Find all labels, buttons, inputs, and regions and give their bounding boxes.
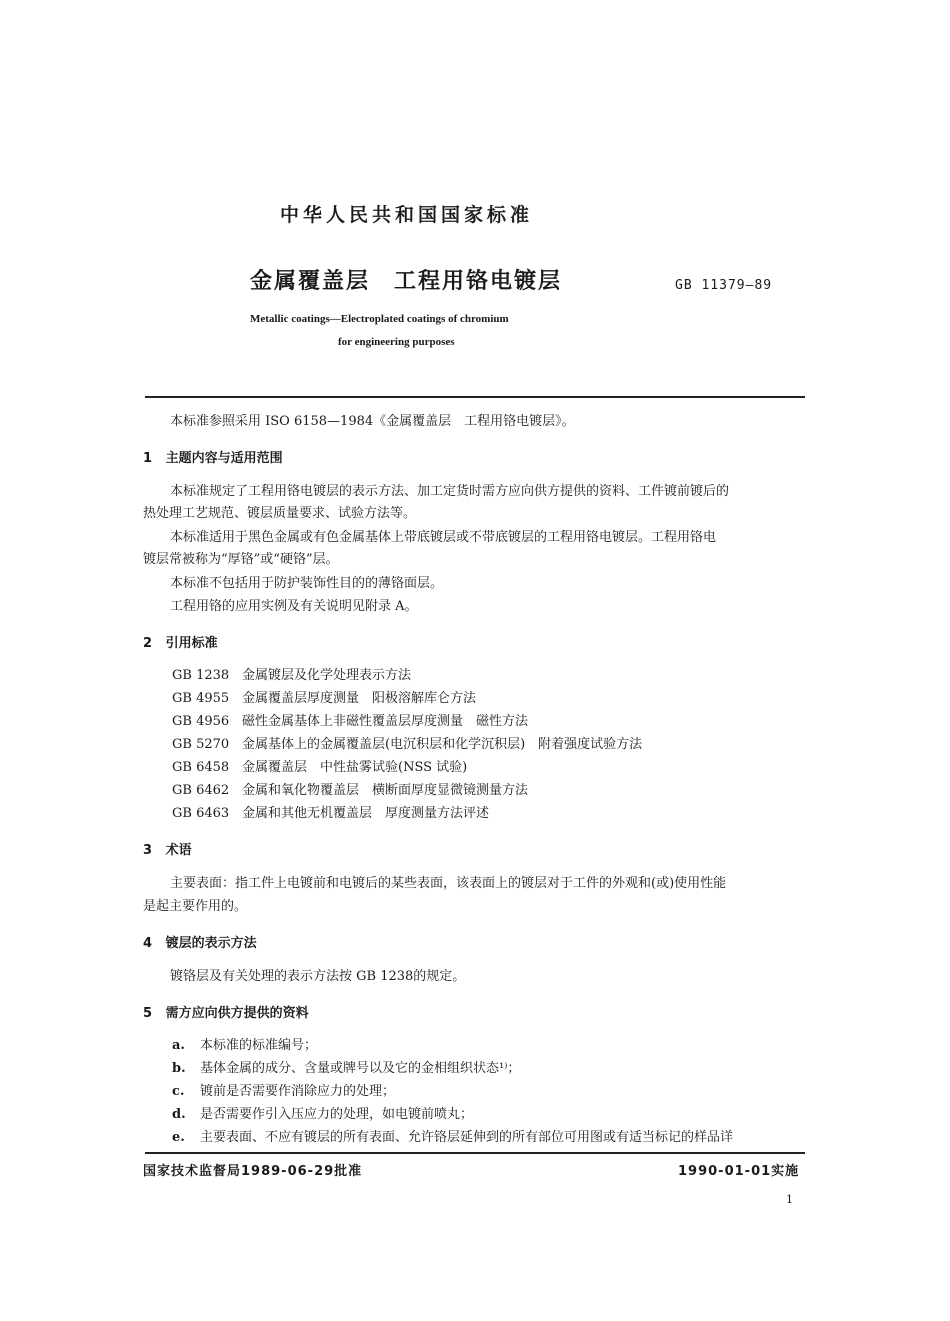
list-item-mark: b. [172,1061,186,1076]
section-1-para-4: 工程用铬的应用实例及有关说明见附录 A。 [170,599,418,614]
section-1-para-2b: 镀层常被称为“厚铬”或“硬铬”层。 [143,552,339,567]
section-3-title: 术语 [165,843,192,858]
approval-line: 国家技术监督局1989-06-29批准 [143,1164,363,1179]
reference-code: GB 1238 [172,668,230,683]
section-1-title: 主题内容与适用范围 [165,451,283,466]
reference-title: 金属覆盖层厚度测量 阳极溶解库仑方法 [242,691,477,706]
section-2-heading [143,632,218,651]
list-item-text: 本标准的标准编号； [200,1038,318,1053]
reference-code: GB 6463 [172,806,230,821]
reference-title: 金属和其他无机覆盖层 厚度测量方法评述 [242,806,490,821]
section-2-number: 2 [143,636,153,651]
list-item-mark: d. [172,1107,186,1122]
list-item-mark: c. [172,1084,185,1099]
standard-code: GB 11379—89 [675,278,773,293]
reference-code: GB 4955 [172,691,230,706]
national-standard-heading: 中华人民共和国国家标准 [280,204,534,226]
section-1-para-3: 本标准不包括用于防护装饰性目的的薄铬面层。 [170,576,444,591]
footer-divider [145,1152,805,1154]
document-title-en-line2: for engineering purposes [338,336,455,348]
list-item-text: 镀前是否需要作消除应力的处理； [200,1084,396,1099]
reference-code: GB 5270 [172,737,230,752]
reference-item [172,711,528,733]
section-3-heading [143,839,192,858]
section-1-para-1a: 本标准规定了工程用铬电镀层的表示方法、加工定货时需方应向供方提供的资料、工件镀前镀后的 [170,484,730,499]
reference-code: GB 6462 [172,783,230,798]
reference-title: 金属和氧化物覆盖层 横断面厚度显微镜测量方法 [242,783,529,798]
reference-title: 磁性金属基体上非磁性覆盖层厚度测量 磁性方法 [242,714,529,729]
reference-item [172,803,489,825]
header-divider [145,396,805,398]
list-item-mark: e. [172,1130,185,1145]
section-4-number: 4 [143,936,153,951]
list-item [172,1035,317,1057]
reference-title: 金属镀层及化学处理表示方法 [242,668,412,683]
reference-title: 金属基体上的金属覆盖层(电沉积层和化学沉积层) 附着强度试验方法 [242,737,643,752]
reference-code: GB 4956 [172,714,230,729]
list-item [172,1058,520,1080]
page-number: 1 [786,1193,793,1206]
list-item [172,1104,473,1126]
intro-paragraph: 本标准参照采用 ISO 6158—1984《金属覆盖层 工程用铬电镀层》。 [170,414,575,429]
list-item-text: 是否需要作引入压应力的处理，如电镀前喷丸； [200,1107,474,1122]
reference-item [172,734,642,756]
section-4-heading [143,932,257,951]
reference-item [172,757,467,779]
list-item-mark: a. [172,1038,185,1053]
reference-item [172,780,528,802]
list-item-text: 主要表面、不应有镀层的所有表面、允许铬层延伸到的所有部位可用图或有适当标记的样品详 [200,1130,734,1145]
implementation-line: 1990-01-01实施 [678,1164,800,1179]
section-5-heading [143,1002,309,1021]
section-4-para-1: 镀铬层及有关处理的表示方法按 GB 1238的规定。 [170,969,466,984]
document-title-cn: 金属覆盖层 工程用铬电镀层 [250,269,563,294]
list-item [172,1127,733,1149]
reference-item [172,665,411,687]
section-1-number: 1 [143,451,153,466]
section-3-para-1b: 是起主要作用的。 [143,899,248,914]
section-5-title: 需方应向供方提供的资料 [165,1006,309,1021]
section-1-heading [143,447,283,466]
section-1-para-2a: 本标准适用于黑色金属或有色金属基体上带底镀层或不带底镀层的工程用铬电镀层。工程用铬电 [170,530,717,545]
reference-item [172,688,476,710]
list-item-text: 基体金属的成分、含量或牌号以及它的金相组织状态¹⁾； [200,1061,521,1076]
section-5-number: 5 [143,1006,153,1021]
section-1-para-1b: 热处理工艺规范、镀层质量要求、试验方法等。 [143,506,417,521]
section-3-number: 3 [143,843,153,858]
document-title-en-line1: Metallic coatings—Electroplated coatings of chromium [250,313,509,325]
section-3-para-1a: 主要表面：指工件上电镀前和电镀后的某些表面，该表面上的镀层对于工件的外观和(或)使用性能 [170,876,727,891]
section-2-title: 引用标准 [165,636,218,651]
section-4-title: 镀层的表示方法 [165,936,257,951]
list-item [172,1081,395,1103]
reference-title: 金属覆盖层 中性盐雾试验(NSS 试验) [242,760,468,775]
reference-code: GB 6458 [172,760,230,775]
